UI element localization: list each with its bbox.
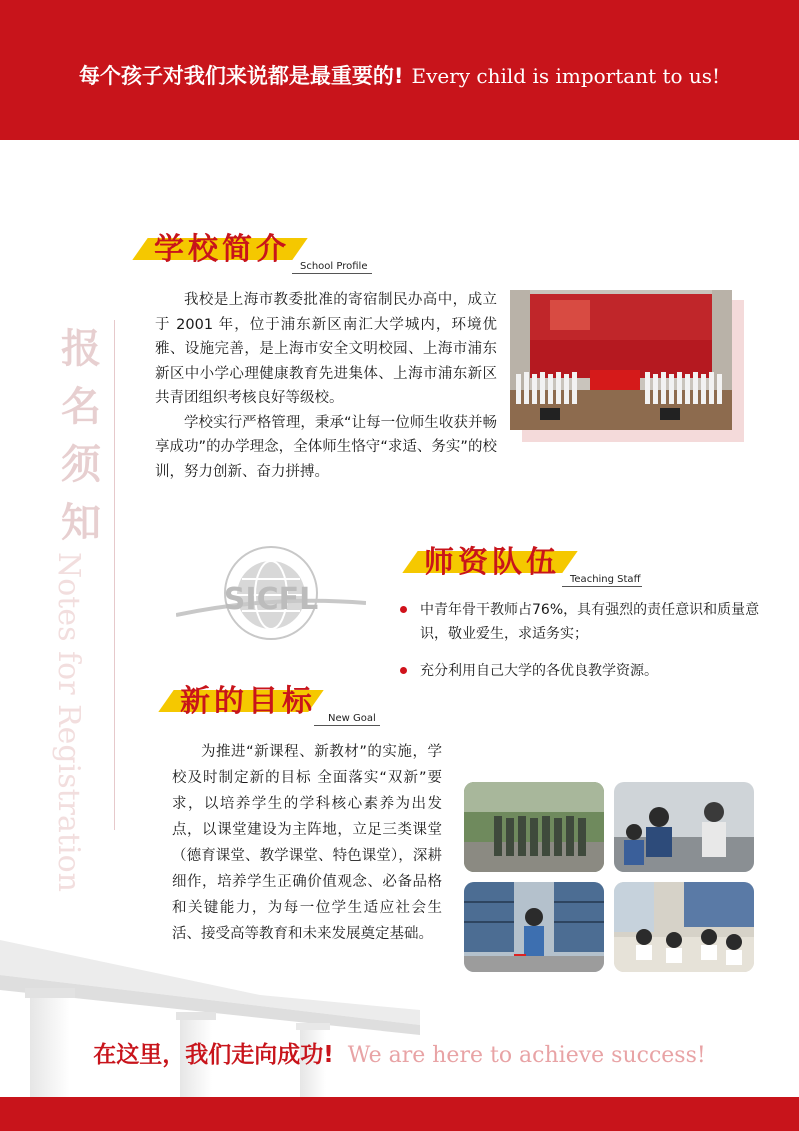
footer-slogan (0, 1036, 799, 1069)
school-profile-paragraph-2: 学校实行严格管理，秉承“让每一位师生收获并畅享成功”的办学理念，全体师生恪守“求适、务实”的校训，努力创新、奋力拼搏。 (155, 414, 497, 480)
footer-slogan-cn: 在这里，我们走向成功! (93, 1042, 334, 1068)
school-profile-title-cn: 学校简介 (154, 232, 290, 267)
list-item-text: 中青年骨干教师占76%，具有强烈的责任意识和质量意识，敬业爱生，求适务实； (420, 602, 760, 642)
school-logo (176, 545, 366, 645)
teaching-staff-title-en: Teaching Staff (570, 574, 641, 585)
header-slogan-en: Every child is important to us! (411, 64, 721, 88)
teaching-staff-heading (402, 537, 642, 587)
new-goal-paragraph: 为推进“新课程、新教材”的实施，学校及时制定新的目标 全面落实“双新”要求，以培养学生的学科核心素养为出发点，以课堂建设为主阵地，立足三类课堂（德育课堂、教学课堂、特色课堂），深耕细作，培养学生正确价值观念、必备品格和关键能力，为每一位学生适应社会生活、接受高等教育和未来发展奠定基础。 (172, 744, 442, 942)
new-goal-title-en: New Goal (328, 713, 376, 724)
sidebar-divider (114, 320, 115, 830)
heading-underline (314, 725, 380, 726)
footer-slogan-en: We are here to achieve success! (347, 1043, 706, 1068)
sidebar-title-en: Notes for Registration (51, 552, 86, 892)
heading-underline (292, 273, 372, 274)
library-photo (464, 882, 604, 972)
teaching-staff-title-cn: 师资队伍 (424, 545, 560, 580)
list-item (400, 598, 760, 646)
sidebar-title-cn: 报名须知 (61, 325, 101, 546)
footer-band (0, 1097, 799, 1131)
header-slogan-cn: 每个孩子对我们来说都是最重要的! (78, 64, 404, 88)
list-item (400, 659, 760, 683)
teaching-staff-list (400, 598, 760, 696)
logo-acronym: SICFL (223, 582, 319, 617)
students-military-training-photo (464, 782, 604, 872)
new-goal-title-cn: 新的目标 (180, 684, 316, 719)
bullet-dot-icon (400, 606, 407, 613)
school-profile-paragraph-1: 我校是上海市教委批准的寄宿制民办高中，成立于 2001 年，位于浦东新区南汇大学城内，环境优雅、设施完善，是上海市安全文明校园、上海市浦东新区中小学心理健康教育先进集体、上海市浦东新区共青团组织考核良好等级校。 (155, 292, 497, 406)
bullet-dot-icon (400, 667, 407, 674)
new-goal-heading (158, 676, 380, 726)
school-profile-heading (132, 224, 372, 274)
heading-underline (562, 586, 642, 587)
list-item-text: 充分利用自己大学的各优良教学资源。 (420, 663, 658, 679)
study-room-photo (614, 882, 754, 972)
ceremony-photo (510, 290, 732, 430)
school-profile-text (155, 288, 497, 484)
header-slogan (0, 60, 799, 90)
classroom-photo (614, 782, 754, 872)
school-profile-title-en: School Profile (300, 261, 368, 272)
new-goal-text (172, 739, 442, 947)
